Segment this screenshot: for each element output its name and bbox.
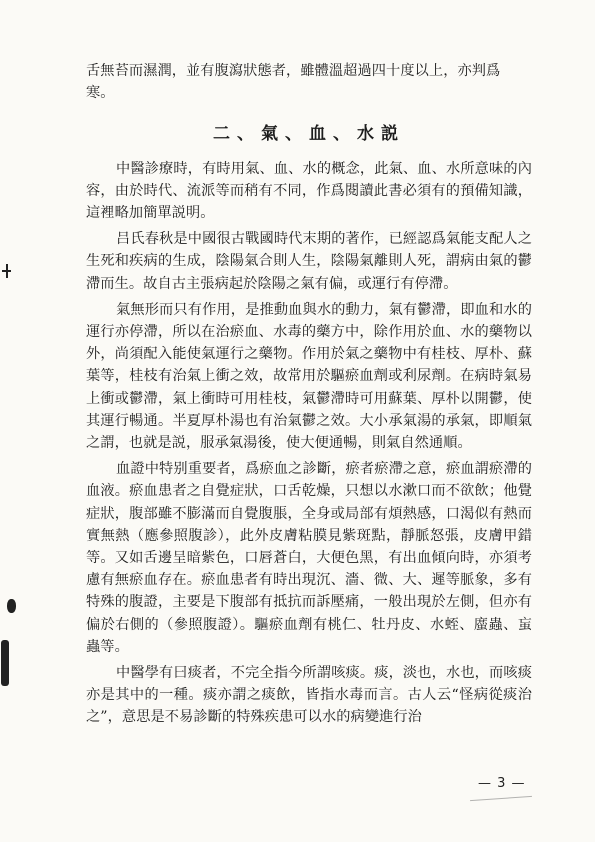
edge-ink-bar	[1, 640, 9, 686]
continued-paragraph	[86, 60, 532, 104]
paragraph-qi: 氣無形而只有作用，是推動血與水的動力，氣有鬱滯，即血和水的運行亦停滯，所以在治瘀血、水毒的藥方中，除作用於血、水的藥物以外，尚須配入能使氣運行之藥物。作用於氣之藥物中有桂枝、厚朴、蘇葉等，桂枝有治氣上衝之效，故常用於驅瘀血劑或利尿劑。在病時氣易上衝或鬱滯，氣上衝時可用桂枝，氣鬱滯時可用蘇葉、厚朴以開鬱，使其運行暢通。半夏厚朴湯也有治氣鬱之效。大小承氣湯的承氣，即順氣之謂，也就是説，服承氣湯後，使大便通暢，則氣自然通順。	[86, 301, 532, 452]
paragraph-phlegm: 中醫學有曰痰者，不完全指今所謂咳痰。痰，淡也，水也，而咳痰亦是其中的一種。痰亦謂之痰飲，皆指水毒而言。古人云“怪病從痰治之”，意思是不易診斷的特殊疾患可以水的病變進行治	[86, 665, 532, 726]
paragraph-qi-blood-water-intro: 中醫診療時，有時用氣、血、水的概念，此氣、血、水所意味的內容，由於時代、流派等而稍有不同，作爲閱讀此書必須有的預備知識，這裡略加簡單説明。	[86, 160, 532, 222]
continued-line-1: 舌無苔而濕潤，並有腹瀉狀態者，雖體溫超過四十度以上，亦判爲	[86, 63, 501, 79]
section-heading: 二、氣、血、水説	[213, 124, 405, 145]
continued-line-2: 寒。	[86, 85, 115, 102]
page-footer-stroke	[470, 796, 532, 801]
paragraph-lushi-chunqiu: 吕氏春秋是中國很古戰國時代末期的著作，已經認爲氣能支配人之生死和疾病的生成，陰陽氣合則人生，陰陽氣離則人死，謂病由氣的鬱滯而生。故自古主張病起於陰陽之氣有偏，或運行有停滯。	[86, 231, 532, 292]
edge-ink-dot	[7, 599, 16, 613]
text-column	[86, 60, 532, 729]
page-number: — 3 —	[478, 776, 526, 791]
edge-tick-mark-vertical	[6, 264, 8, 278]
paragraph-blood-stasis: 血證中特别重要者，爲瘀血之診斷，瘀者瘀滯之意，瘀血謂瘀滯的血液。瘀血患者之自覺症狀，口舌乾燥，只想以水漱口而不欲飲；他覺症狀，腹部雖不膨滿而自覺腹脹，全身或局部有煩熱感，口渴似有熱而實無熱（應參照腹診），此外皮膚粘膜見紫斑點，靜脈怒張，皮膚甲錯等。又如舌邊呈暗紫色，口唇蒼白，大便色黑，有出血傾向時，亦須考慮有無瘀血存在。瘀血患者有時出現沉、濇、微、大、遲等脈象，多有特殊的腹證，主要是下腹部有抵抗而訴壓痛，一般出現於左側，但亦有偏於右側的（參照腹證）。驅瘀血劑有桃仁、牡丹皮、水蛭、䗪蟲、䖟蟲等。	[86, 461, 532, 655]
